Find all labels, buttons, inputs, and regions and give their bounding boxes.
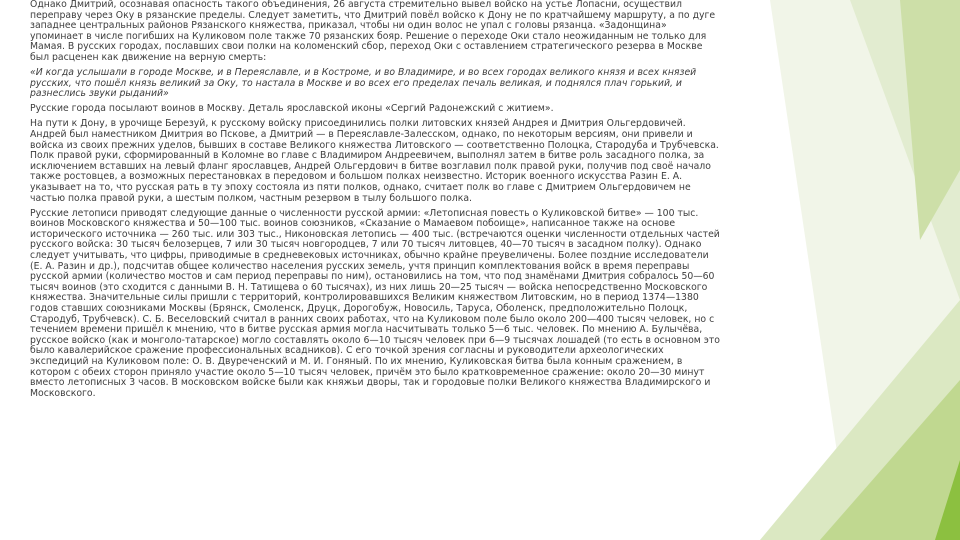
slide-body-text	[30, 0, 720, 404]
body-paragraph: На пути к Дону, в урочище Березуй, к русскому войску присоединились полки литовских князей Андрея и Дмитрия Ольгердовичей. Андрей был наместником Дмитрия во Пскове, а Дмитрий — в Переяславле-Залесском, однако, по некоторым версиям, они привели и войска из своих прежних уделов, бывших в составе Великого княжества Литовского — соответственно Полоцка, Стародуба и Трубчевска. Полк правой руки, сформированный в Коломне во главе с Владимиром Андреевичем, выполнял затем в битве роль засадного полка, за исключением вставших на левый фланг ярославцев, Андрей Ольгердович в битве возглавил полк правой руки, получив под своё начало также ростовцев, а возможных перестановках в передовом и большом полках неизвестно. Историк военного искусства Разин Е. А. указывает на то, что русская рать в ту эпоху состояла из пяти полков, однако, считает полк во главе с Дмитрием Ольгердовичем не частью полка правой руки, а шестым полком, частным резервом в тылу большого полка.	[30, 118, 719, 204]
body-paragraph: Русские города посылают воинов в Москву. Деталь ярославской иконы «Сергий Радонежский с житием».	[30, 103, 554, 115]
body-paragraph: Русские летописи приводят следующие данные о численности русской армии: «Летописная повесть о Куликовской битве» — 100 тыс. воинов Московского княжества и 50—100 тыс. воинов союзников, «Сказание о Мамаевом побоище», написанное также на основе исторического источника — 260 тыс. или 303 тыс., Никоновская летопись — 400 тыс. (встречаются оценки численности отдельных частей русского войска: 30 тысяч белозерцев, 7 или 30 тысяч новгородцев, 7 или 70 тысяч литовцев, 40—70 тысяч в засадном полку). Однако следует учитывать, что цифры, приводимые в средневековых источниках, обычно крайне преувеличены. Более поздние исследователи (Е. А. Разин и др.), подсчитав общее количество населения русских земель, учтя принцип комплектования войск в время переправы русской армии (количество мостов и сам период переправы по ним), остановились на том, что под знамёнами Дмитрия собралось 50—60 тысяч воинов (это сходится с данными В. Н. Татищева о 60 тысячах), из них лишь 20—25 тысяч — войска непосредственно Московского княжества. Значительные силы пришли с территорий, контролировавшихся Великим княжеством Литовским, но в период 1374—1380 годов ставших союзниками Москвы (Брянск, Смоленск, Друцк, Дорогобуж, Новосиль, Таруса, Оболенск, предположительно Полоцк, Стародуб, Трубчевск). С. Б. Веселовский считал в ранних своих работах, что на Куликовом поле было около 200—400 тысяч человек, но с течением времени пришёл к мнению, что в битве русская армия могла насчитывать только 5—6 тыс. человек. По мнению А. Булычёва, русское войско (как и монголо-татарское) могло составлять около 6—10 тысяч человек при 6—9 тысячах лошадей (то есть в основном это было кавалерийское сражение профессиональных всадников). С его точкой зрения согласны и руководители археологических экспедиций на Куликовом поле: О. В. Двуреченский и М. И. Гоняный. По их мнению, Куликовская битва была конным сражением, в котором с обеих сторон приняло участие около 5—10 тысяч человек, причём это было кратковременное сражение: около 20—30 минут вместо летописных 3 часов. В московском войске были как княжьи дворы, так и городовые полки Великого княжества Владимирского и Московского.	[30, 207, 720, 399]
body-paragraph: Однако Дмитрий, осознавая опасность такого объединения, 26 августа стремительно вывел войско на устье Лопасни, осуществил переправу через Оку в рязанские пределы. Следует заметить, что Дмитрий повёл войско к Дону не по кратчайшему маршруту, а по дуге западнее центральных районов Рязанского княжества, приказал, чтобы ни один волос не упал с головы рязанца. «Задонщина» упоминает в числе погибших на Куликовом поле также 70 рязанских бояр. Решение о переходе Оки стало неожиданным не только для Мамая. В русских городах, пославших свои полки на коломенский сбор, переход Оки с оставлением стратегического резерва в Москве был расценен как движение на верную смерть:	[30, 0, 716, 63]
green-facets-graphic	[700, 0, 960, 540]
decorative-green-shapes	[700, 0, 960, 540]
quote-paragraph: «И когда услышали в городе Москве, и в Переяславле, и в Костроме, и во Владимире, и во всех городах великого князя и всех князей русских, что пошёл князь великий за Оку, то настала в Москве и во всех его пределах печаль великая, и поднялся плач горький, и разнеслись звуки рыданий»	[30, 67, 697, 100]
